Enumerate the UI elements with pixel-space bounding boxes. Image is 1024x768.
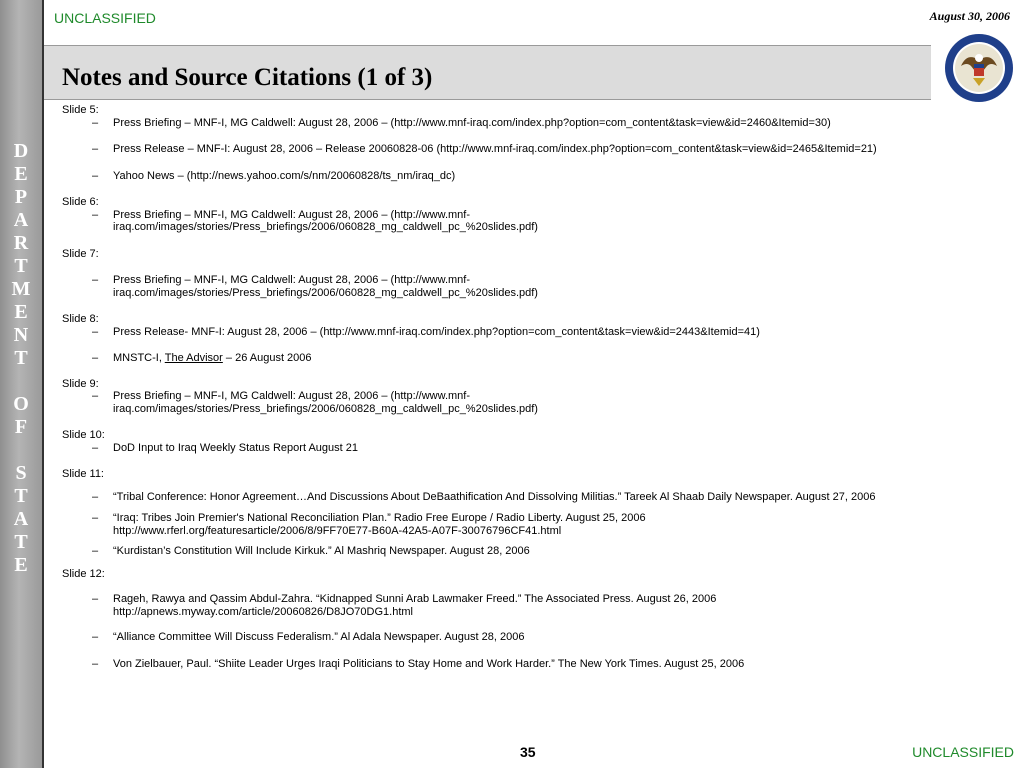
slide-10-label: Slide 10: [62, 429, 105, 441]
sidebar-letter: D [13, 140, 29, 162]
citation-item: – MNSTC-I, The Advisor – 26 August 2006 [92, 352, 312, 364]
slide-9-label: Slide 9: [62, 377, 99, 390]
citation-item: – Von Zielbauer, Paul. “Shiite Leader Urges Iraqi Politicians to Stay Home and Work Harder.” The New York Times. August 25, 2006 [92, 657, 745, 670]
sidebar-letter [0, 439, 42, 462]
slide-5-label: Slide 5: [62, 104, 99, 116]
sidebar-letter: E [14, 554, 28, 576]
sidebar-letter: N [13, 324, 29, 346]
citation-item: – “Tribal Conference: Honor Agreement…And Discussions About DeBaathification And Dissolving Militias.” Tareek Al Shaab Daily Newspaper. August 27, 2006 [92, 490, 876, 503]
slide-8-label: Slide 8: [62, 313, 99, 325]
slide-7-label: Slide 7: [62, 247, 99, 260]
page-number: 35 [520, 744, 536, 760]
sidebar-band [0, 0, 44, 768]
sidebar-letter: P [14, 186, 28, 208]
sidebar-letter: E [14, 163, 28, 185]
sidebar-letter: M [11, 278, 31, 300]
citation-item: – Rageh, Rawya and Qassim Abdul-Zahra. “Kidnapped Sunni Arab Lawmaker Freed.” The Associated Press. August 26, 2006 http://apnews.myway.com/article/20060826/D8JO70DG1.html [92, 593, 717, 618]
classification-top: UNCLASSIFIED [54, 10, 156, 26]
sidebar-letter: A [13, 508, 29, 530]
citation-item: – Press Briefing – MNF-I, MG Caldwell: August 28, 2006 – (http://www.mnf- iraq.com/images/stories/Press_briefings/2006/060828_mg_caldwell_pc_%20slides.pdf) [92, 274, 538, 299]
sidebar-letter: R [13, 232, 29, 254]
page-title: Notes and Source Citations (1 of 3) [62, 64, 433, 91]
sidebar-letter: T [14, 255, 28, 277]
sidebar-letter: A [13, 209, 29, 231]
eagle-seal-icon [931, 30, 1024, 102]
citation-item: – “Iraq: Tribes Join Premier's National Reconciliation Plan.” Radio Free Europe / Radio Liberty. August 25, 2006 http://www.rferl.org/featuresarticle/2006/8/9FF70E77-B60A-42A5-A07F-30076796CF41.html [92, 512, 646, 537]
sidebar-letter [0, 370, 42, 393]
slide-date: August 30, 2006 [929, 9, 1010, 23]
sidebar-letter: T [14, 531, 28, 553]
citation-item: – Press Briefing – MNF-I, MG Caldwell: August 28, 2006 – (http://www.mnf-iraq.com/index.php?option=com_content&task=view&id=2460&Itemid=30) [92, 116, 831, 129]
slide-12-label: Slide 12: [62, 567, 105, 580]
sidebar-letter: T [14, 485, 28, 507]
sidebar-letter: E [14, 301, 28, 323]
department-of-state-vertical-text [0, 140, 42, 577]
sidebar-letter: O [13, 393, 29, 415]
sidebar-letter: F [14, 416, 28, 438]
citation-item: – Press Briefing – MNF-I, MG Caldwell: August 28, 2006 – (http://www.mnf- iraq.com/images/stories/Press_briefings/2006/060828_mg_caldwell_pc_%20slides.pdf) [92, 208, 538, 233]
sidebar-letter: S [15, 462, 27, 484]
the-advisor-title: The Advisor [164, 352, 223, 364]
slide-6-label: Slide 6: [62, 196, 99, 208]
citation-item: – Press Briefing – MNF-I, MG Caldwell: August 28, 2006 – (http://www.mnf- iraq.com/images/stories/Press_briefings/2006/060828_mg_caldwell_pc_%20slides.pdf) [92, 390, 538, 415]
citation-item: – Press Release- MNF-I: August 28, 2006 – (http://www.mnf-iraq.com/index.php?option=com_content&task=view&id=2443&Itemid=41) [92, 325, 760, 338]
citation-item: – “Alliance Committee Will Discuss Federalism.” Al Adala Newspaper. August 28, 2006 [92, 631, 525, 643]
slide-11-label: Slide 11: [62, 468, 104, 480]
sidebar-letter: T [14, 347, 28, 369]
classification-bottom: UNCLASSIFIED [912, 744, 1014, 760]
citations-list [62, 104, 1022, 670]
citation-item: – Press Release – MNF-I: August 28, 2006 – Release 20060828-06 (http://www.mnf-iraq.com/index.php?option=com_content&task=view&id=2465&Itemid=21) [92, 143, 877, 155]
citation-item: – DoD Input to Iraq Weekly Status Report August 21 [92, 441, 358, 454]
citation-item: – “Kurdistan’s Constitution Will Include Kirkuk.” Al Mashriq Newspaper. August 28, 2006 [92, 545, 530, 557]
citation-item: – Yahoo News – (http://news.yahoo.com/s/nm/20060828/ts_nm/iraq_dc) [92, 169, 456, 182]
